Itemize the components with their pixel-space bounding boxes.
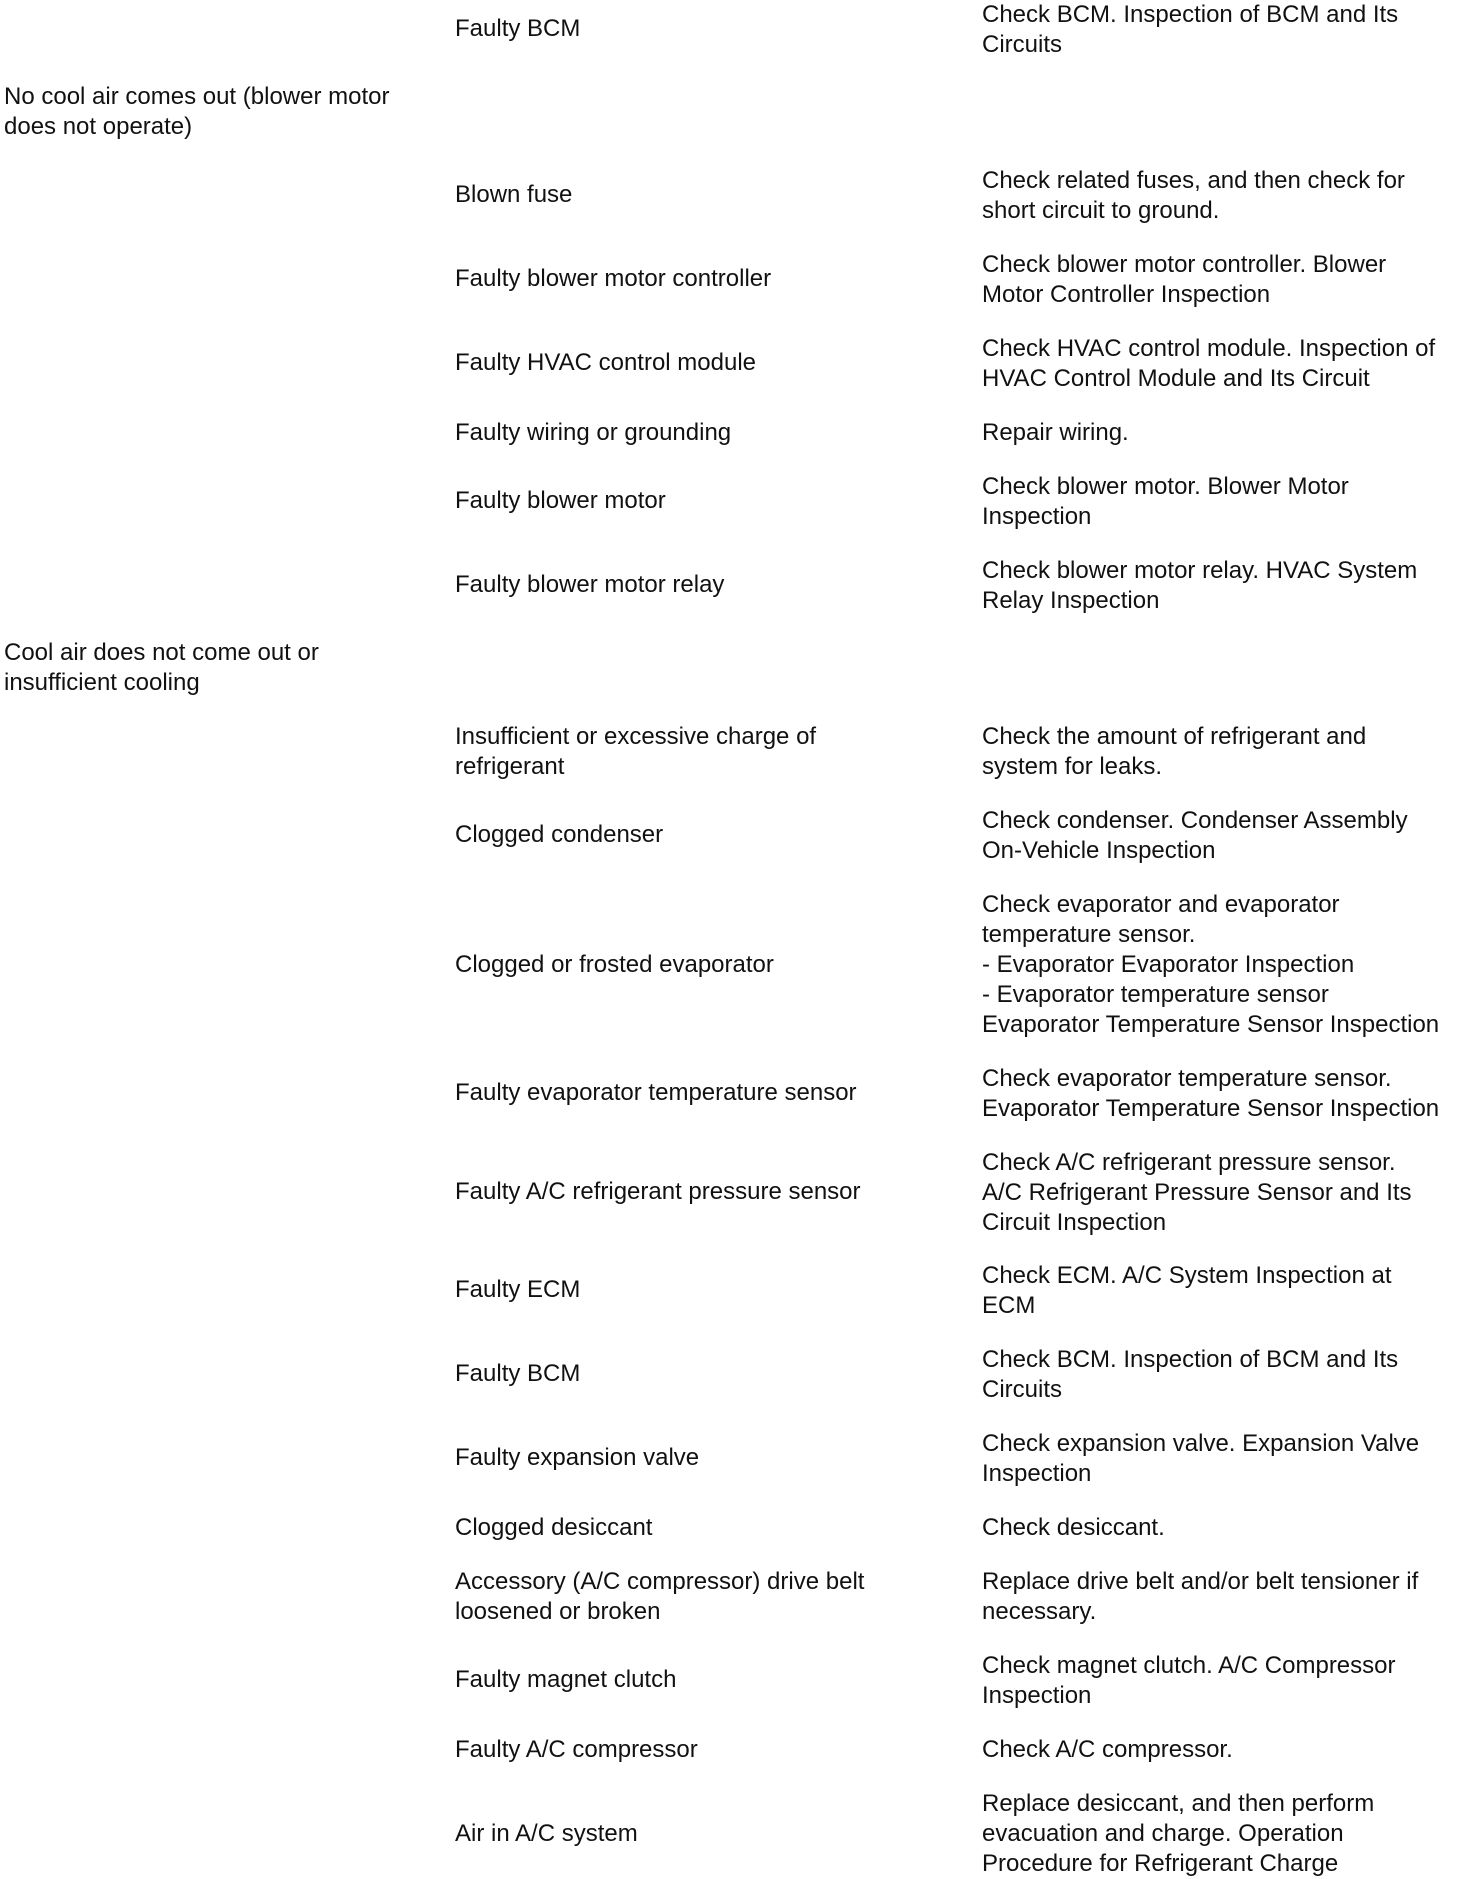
cause-ac-pressure-sensor: Faulty A/C refrigerant pressure sensor [455,1178,861,1205]
cause-blower-motor: Faulty blower motor [455,487,666,514]
cause-blower-motor-relay: Faulty blower motor relay [455,571,725,598]
remedy-blower-motor-relay: Check blower motor relay. HVAC System Relay Inspection [982,557,1418,614]
cause-expansion-valve: Faulty expansion valve [455,1444,700,1471]
remedy-blower-motor-controller: Check blower motor controller. Blower Motor Controller Inspection [982,251,1387,308]
cause-clogged-condenser: Clogged condenser [455,821,664,848]
cause-hvac-control-module: Faulty HVAC control module [455,349,757,376]
cause-blower-motor-controller: Faulty blower motor controller [455,265,772,292]
cause-blown-fuse: Blown fuse [455,181,573,208]
remedy-hvac-control-module: Check HVAC control module. Inspection of HVAC Control Module and Its Circuit [982,335,1436,392]
remedy-blown-fuse: Check related fuses, and then check for short circuit to ground. [982,167,1405,224]
remedy-blower-motor: Check blower motor. Blower Motor Inspection [982,473,1349,530]
remedy-air-in-system: Replace desiccant, and then perform evacuation and charge. Operation Procedure for Refrigerant Charge [982,1790,1375,1877]
remedy-faulty-bcm: Check BCM. Inspection of BCM and Its Circuits [982,1,1399,58]
symptom-no-cool-air: No cool air comes out (blower motor does not operate) [4,83,390,140]
remedy-magnet-clutch: Check magnet clutch. A/C Compressor Inspection [982,1652,1396,1709]
cause-magnet-clutch: Faulty magnet clutch [455,1666,677,1693]
remedy-refrigerant-charge: Check the amount of refrigerant and system for leaks. [982,723,1367,780]
cause-evaporator-temp-sensor: Faulty evaporator temperature sensor [455,1079,857,1106]
remedy-expansion-valve: Check expansion valve. Expansion Valve Inspection [982,1430,1420,1487]
remedy-faulty-bcm-2: Check BCM. Inspection of BCM and Its Circuits [982,1346,1399,1403]
remedy-drive-belt: Replace drive belt and/or belt tensioner if necessary. [982,1568,1419,1625]
cause-clogged-desiccant: Clogged desiccant [455,1514,653,1541]
remedy-ac-compressor: Check A/C compressor. [982,1736,1233,1763]
cause-faulty-bcm-2: Faulty BCM [455,1360,581,1387]
cause-refrigerant-charge: Insufficient or excessive charge of refrigerant [455,723,817,780]
remedy-clogged-condenser: Check condenser. Condenser Assembly On-Vehicle Inspection [982,807,1408,864]
cause-faulty-ecm: Faulty ECM [455,1276,581,1303]
remedy-clogged-desiccant: Check desiccant. [982,1514,1165,1541]
cause-faulty-bcm: Faulty BCM [455,15,581,42]
cause-ac-compressor: Faulty A/C compressor [455,1736,698,1763]
remedy-wiring-grounding: Repair wiring. [982,419,1129,446]
remedy-frosted-evaporator: Check evaporator and evaporator temperature sensor. - Evaporator Evaporator Inspection - Evaporator temperature sensor Evaporator Temperature Sensor Inspection [982,891,1440,1038]
cause-wiring-grounding: Faulty wiring or grounding [455,419,732,446]
cause-frosted-evaporator: Clogged or frosted evaporator [455,951,774,978]
cause-air-in-system: Air in A/C system [455,1820,638,1847]
symptom-insufficient-cooling: Cool air does not come out or insufficient cooling [4,639,319,696]
cause-drive-belt: Accessory (A/C compressor) drive belt loosened or broken [455,1568,865,1625]
remedy-evaporator-temp-sensor: Check evaporator temperature sensor. Evaporator Temperature Sensor Inspection [982,1065,1440,1122]
remedy-ac-pressure-sensor: Check A/C refrigerant pressure sensor. A/C Refrigerant Pressure Sensor and Its Circuit Inspection [982,1149,1412,1236]
remedy-faulty-ecm: Check ECM. A/C System Inspection at ECM [982,1262,1392,1319]
